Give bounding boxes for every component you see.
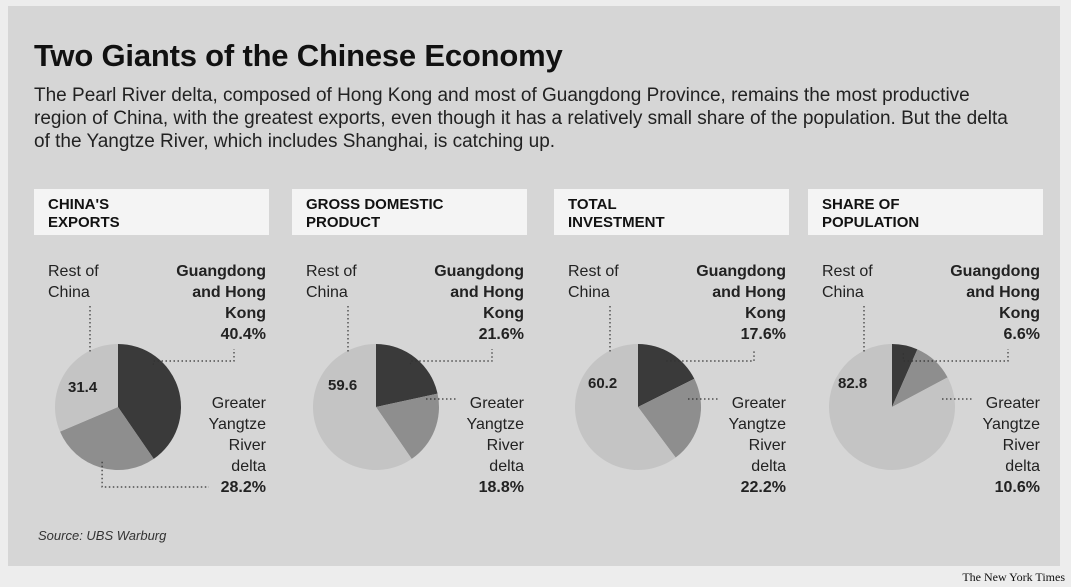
- value-guangdong: 21.6%: [478, 326, 524, 343]
- graphic-title: Two Giants of the Chinese Economy: [34, 38, 563, 73]
- pie-card-exports: [34, 189, 269, 496]
- value-yangtze: 18.8%: [478, 479, 524, 496]
- label-yangtze: Greater Yangtze River delta: [982, 395, 1040, 475]
- pie-card-gdp: [292, 189, 527, 496]
- label-rest-of-china: Rest of China: [306, 263, 357, 301]
- card-title: SHARE OF POPULATION: [822, 196, 920, 231]
- card-title: TOTAL INVESTMENT: [568, 196, 665, 231]
- value-yangtze: 10.6%: [994, 479, 1040, 496]
- card-title: CHINA'S EXPORTS: [48, 196, 120, 231]
- pie-card-population: [808, 189, 1043, 496]
- pie-card-investment: [554, 189, 789, 496]
- value-rest-of-china: 31.4: [68, 379, 98, 396]
- leader-line-guangdong: [153, 349, 234, 365]
- value-rest-of-china: 59.6: [328, 377, 358, 394]
- value-yangtze: 22.2%: [740, 479, 786, 496]
- label-guangdong: Guangdong and Hong Kong: [696, 263, 786, 322]
- card-title: GROSS DOMESTIC PRODUCT: [306, 196, 444, 231]
- label-guangdong: Guangdong and Hong Kong: [950, 263, 1040, 322]
- label-guangdong: Guangdong and Hong Kong: [434, 263, 524, 322]
- value-guangdong: 17.6%: [740, 326, 786, 343]
- label-yangtze: Greater Yangtze River delta: [728, 395, 786, 475]
- label-rest-of-china: Rest of China: [822, 263, 873, 301]
- label-rest-of-china: Rest of China: [568, 263, 619, 301]
- publisher-credit: The New York Times: [962, 570, 1065, 584]
- label-yangtze: Greater Yangtze River delta: [208, 395, 266, 475]
- label-guangdong: Guangdong and Hong Kong: [176, 263, 266, 322]
- value-rest-of-china: 82.8: [838, 375, 868, 392]
- label-yangtze: Greater Yangtze River delta: [466, 395, 524, 475]
- value-guangdong: 40.4%: [220, 326, 266, 343]
- value-rest-of-china: 60.2: [588, 375, 618, 392]
- leader-line-guangdong: [667, 349, 754, 361]
- leader-line-guangdong: [411, 349, 493, 364]
- value-guangdong: 6.6%: [1003, 326, 1040, 343]
- source-note: Source: UBS Warburg: [38, 528, 167, 543]
- graphic-subtitle: The Pearl River delta, composed of Hong Kong and most of Guangdong Province, remains the most productive region of China, with the greatest exports, even though it has a relatively small share of the population. But the delta of the Yangtze River, which includes Shanghai, is catching up.: [34, 85, 1008, 152]
- value-yangtze: 28.2%: [220, 479, 266, 496]
- label-rest-of-china: Rest of China: [48, 263, 99, 301]
